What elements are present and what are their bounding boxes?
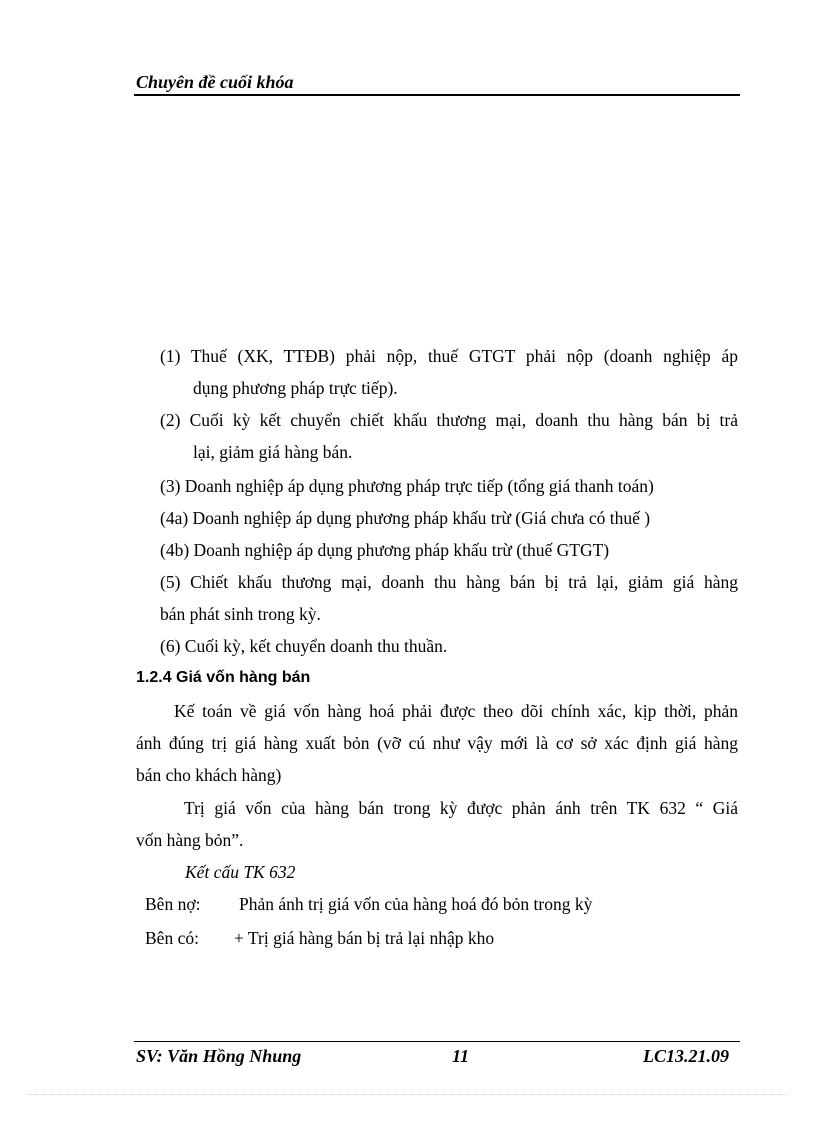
paragraph-1-line-2: ánh đúng trị giá hàng xuất bỏn (vỡ cú như vậy mới là cơ sở xác định giá hàng xyxy=(136,733,738,753)
debit-label: Bên nợ: xyxy=(145,894,201,914)
paragraph-1-line-3: bán cho khách hàng) xyxy=(136,765,282,785)
note-5-continued: bán phát sinh trong kỳ. xyxy=(160,604,321,624)
note-4a: (4a) Doanh nghiệp áp dụng phương pháp khấu trừ (Giá chưa có thuế ) xyxy=(160,508,651,528)
note-1: (1) Thuế (XK, TTĐB) phải nộp, thuế GTGT phải nộp (doanh nghiệp áp xyxy=(160,346,738,366)
page-edge-divider xyxy=(28,1094,788,1095)
section-heading: 1.2.4 Giá vốn hàng bán xyxy=(136,669,311,686)
note-6: (6) Cuối kỳ, kết chuyển doanh thu thuần. xyxy=(160,636,448,656)
class-code: LC13.21.09 xyxy=(643,1046,730,1066)
credit-label: Bên có: xyxy=(145,928,199,948)
note-5: (5) Chiết khấu thương mại, doanh thu hàng bán bị trả lại, giảm giá hàng xyxy=(160,572,738,592)
header-divider xyxy=(134,94,740,96)
note-2-continued: lại, giảm giá hàng bán. xyxy=(193,442,353,462)
credit-text: + Trị giá hàng bán bị trả lại nhập kho xyxy=(234,928,495,948)
note-4b: (4b) Doanh nghiệp áp dụng phương pháp khấu trừ (thuế GTGT) xyxy=(160,540,610,560)
student-name: SV: Văn Hồng Nhung xyxy=(136,1046,302,1066)
note-2: (2) Cuối kỳ kết chuyển chiết khấu thương mại, doanh thu hàng bán bị trả xyxy=(160,410,738,430)
page-number: 11 xyxy=(452,1046,470,1066)
note-1-continued: dụng phương pháp trực tiếp). xyxy=(193,378,398,398)
footer-divider xyxy=(134,1041,740,1042)
note-3: (3) Doanh nghiệp áp dụng phương pháp trực tiếp (tổng giá thanh toán) xyxy=(160,476,654,496)
paragraph-2-line-2: vốn hàng bỏn”. xyxy=(136,830,244,850)
paragraph-1-line-1: Kế toán về giá vốn hàng hoá phải được theo dõi chính xác, kịp thời, phản xyxy=(174,701,738,721)
account-structure-label: Kết cấu TK 632 xyxy=(185,862,296,882)
paragraph-2-line-1: Trị giá vốn của hàng bán trong kỳ được phản ánh trên TK 632 “ Giá xyxy=(184,798,738,818)
document-title: Chuyên đề cuối khóa xyxy=(136,72,294,92)
debit-text: Phản ánh trị giá vốn của hàng hoá đó bỏn trong kỳ xyxy=(239,894,593,914)
